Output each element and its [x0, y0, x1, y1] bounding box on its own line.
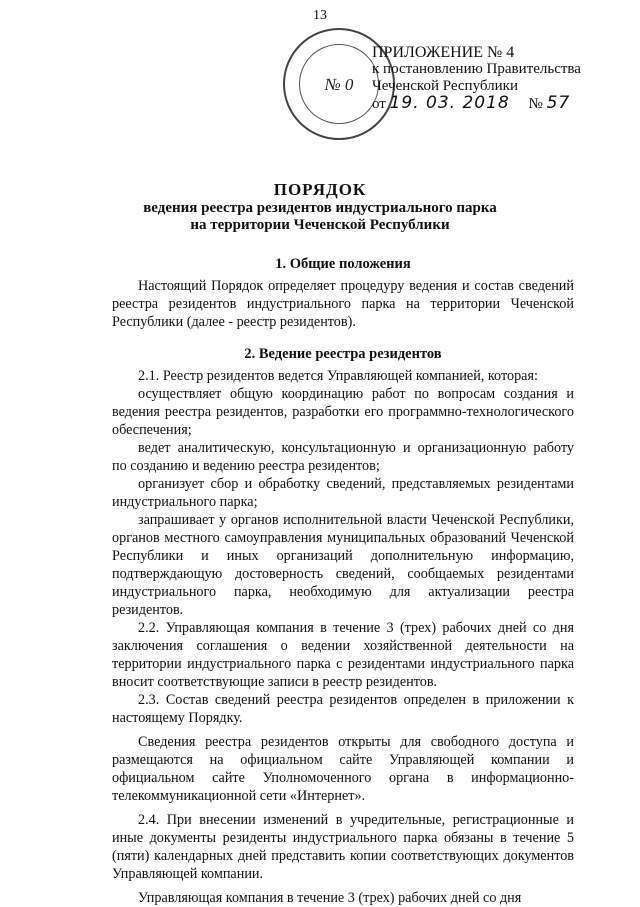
paragraph: Сведения реестра резидентов открыты для свободного доступа и размещаются на официальном сайте Управляющей компании и официальном сайте Уполномоченного органа в информационно-телекоммуникационной сети «Интернет».	[112, 734, 574, 804]
paragraph: 2.2. Управляющая компания в течение 3 (трех) рабочих дней со дня заключения соглашения о ведении хозяйственной деятельности на территории индустриального парка с резидентами индустриального парка вносит соответствующие записи в реестр резидентов.	[112, 620, 574, 690]
paragraph: осуществляет общую координацию работ по вопросам создания и ведения реестра резидентов, разработки его программно-технологического обеспечения;	[112, 386, 574, 438]
paragraph: организует сбор и обработку сведений, представляемых резидентами индустриального парка;	[112, 476, 574, 510]
handwritten-date: 19. 03. 2018	[389, 93, 510, 113]
paragraph: 2.1. Реестр резидентов ведется Управляющей компанией, которая:	[138, 368, 538, 384]
paragraph: Управляющая компания в течение 3 (трех) рабочих дней со дня	[138, 890, 522, 906]
document-subtitle-1: ведения реестра резидентов индустриального парка	[143, 200, 497, 216]
document-title: ПОРЯДОК	[273, 180, 367, 199]
appendix-date-line	[372, 95, 581, 113]
paragraph: 2.4. При внесении изменений в учредительные, регистрационные и иные документы резиденты индустриального парка обязаны в течение 5 (пяти) календарных дней представить копии соответствующих документов Управляющей компании.	[112, 812, 574, 882]
appendix-line-1: к постановлению Правительства	[372, 61, 581, 77]
section-2-heading: 2. Ведение реестра резидентов	[244, 346, 442, 362]
appendix-block	[372, 44, 581, 113]
document-title-block	[0, 180, 640, 234]
appendix-title: ПРИЛОЖЕНИЕ № 4	[372, 44, 515, 61]
paragraph: Настоящий Порядок определяет процедуру ведения и состав сведений реестра резидентов индустриального парка на территории Чеченской Республики (далее - реестр резидентов).	[112, 278, 574, 330]
document-body	[112, 255, 574, 907]
number-prefix: №	[528, 96, 543, 112]
date-prefix: от	[372, 96, 386, 112]
paragraph: 2.3. Состав сведений реестра резидентов определен в приложении к настоящему Порядку.	[112, 692, 574, 726]
paragraph: ведет аналитическую, консультационную и организационную работу по созданию и ведению реестра резидентов;	[112, 440, 574, 474]
section-1-heading: 1. Общие положения	[275, 256, 411, 272]
paragraph: запрашивает у органов исполнительной власти Чеченской Республики, органов местного самоуправления муниципальных образований Чеченской Республики и иных организаций дополнительную информацию, подтверждающую достоверность сведений, сообщаемых резидентами индустриального парка, необходимую для актуализации реестра резидентов.	[112, 512, 574, 618]
document-subtitle-2: на территории Чеченской Республики	[190, 217, 450, 233]
appendix-line-2: Чеченской Республики	[372, 78, 518, 94]
page-number: 13	[313, 8, 327, 23]
handwritten-number: 57	[546, 93, 571, 113]
seal-number: № 0	[324, 75, 354, 94]
